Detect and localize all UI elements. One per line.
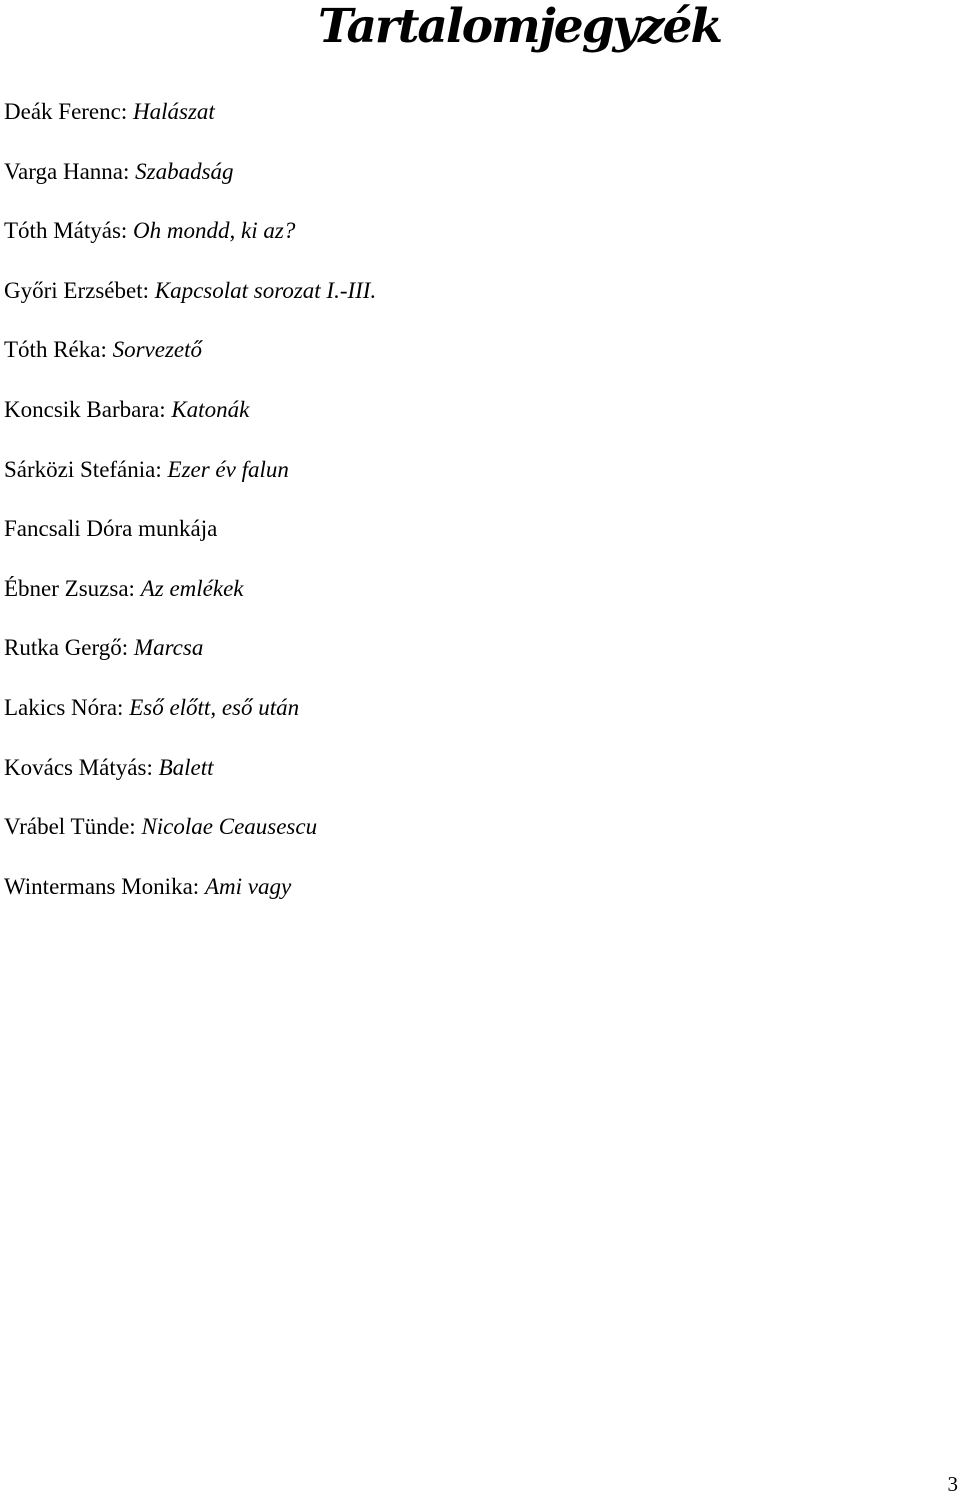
toc-separator: : bbox=[155, 456, 168, 482]
toc-work-title: Szabadság bbox=[135, 158, 234, 184]
toc-separator: : bbox=[121, 635, 134, 661]
toc-work-title: Nicolae Ceausescu bbox=[141, 814, 318, 840]
toc-separator: : bbox=[129, 814, 142, 840]
toc-author: Varga Hanna bbox=[4, 158, 123, 184]
toc-author: Rutka Gergő bbox=[4, 635, 122, 661]
toc-separator: : bbox=[120, 99, 133, 124]
toc-separator: : bbox=[159, 396, 172, 422]
toc-entry bbox=[4, 750, 376, 810]
toc-entry bbox=[4, 630, 376, 690]
toc-entry bbox=[4, 690, 376, 750]
toc-work-title: Halászat bbox=[133, 99, 215, 124]
toc-separator: : bbox=[100, 337, 113, 363]
toc-separator: : bbox=[146, 754, 159, 780]
toc-work-title: Eső előtt, eső után bbox=[129, 694, 300, 720]
toc-separator: : bbox=[142, 277, 155, 303]
toc-entry bbox=[4, 511, 376, 571]
toc-work-title: Sorvezető bbox=[112, 337, 203, 363]
page-number: 3 bbox=[947, 1472, 958, 1496]
toc-entry bbox=[4, 273, 376, 333]
toc-work-title: Oh mondd, ki az? bbox=[133, 218, 296, 244]
toc-author: Vrábel Tünde bbox=[4, 814, 130, 840]
toc-author: Fancsali Dóra munkája bbox=[4, 516, 218, 542]
toc-author: Wintermans Monika bbox=[4, 873, 193, 899]
toc-separator: : bbox=[123, 158, 136, 184]
toc-separator: : bbox=[192, 873, 205, 899]
toc-author: Tóth Réka bbox=[4, 337, 101, 363]
toc-work-title: Kapcsolat sorozat I.-III. bbox=[154, 277, 377, 303]
toc-author: Tóth Mátyás bbox=[4, 218, 121, 244]
toc-entry bbox=[4, 332, 376, 392]
toc-work-title: Balett bbox=[158, 754, 214, 780]
toc-author: Kovács Mátyás bbox=[4, 754, 147, 780]
page-title: Tartalomjegyzék bbox=[318, 0, 722, 54]
toc-entry bbox=[4, 392, 376, 452]
toc-work-title: Ami vagy bbox=[204, 873, 292, 899]
toc-author: Ébner Zsuzsa bbox=[4, 575, 129, 601]
toc-entry bbox=[4, 869, 376, 929]
toc-work-title: Ezer év falun bbox=[167, 456, 289, 482]
toc-separator: : bbox=[120, 218, 134, 244]
toc-author: Koncsik Barbara bbox=[4, 396, 160, 422]
table-of-contents bbox=[4, 94, 376, 928]
toc-author: Sárközi Stefánia bbox=[4, 456, 156, 482]
toc-entry bbox=[4, 94, 376, 154]
toc-author: Lakics Nóra bbox=[4, 694, 118, 720]
toc-separator: : bbox=[117, 694, 130, 720]
toc-work-title: Marcsa bbox=[133, 635, 204, 661]
toc-work-title: Az emlékek bbox=[140, 575, 244, 601]
toc-entry bbox=[4, 452, 376, 512]
toc-entry bbox=[4, 571, 376, 631]
toc-entry bbox=[4, 154, 376, 214]
toc-work-title: Katonák bbox=[171, 396, 250, 422]
toc-entry bbox=[4, 809, 376, 869]
toc-separator: : bbox=[128, 575, 141, 601]
toc-author: Győri Erzsébet bbox=[4, 277, 143, 303]
toc-entry bbox=[4, 213, 376, 273]
toc-author: Deák Ferenc bbox=[4, 99, 121, 124]
